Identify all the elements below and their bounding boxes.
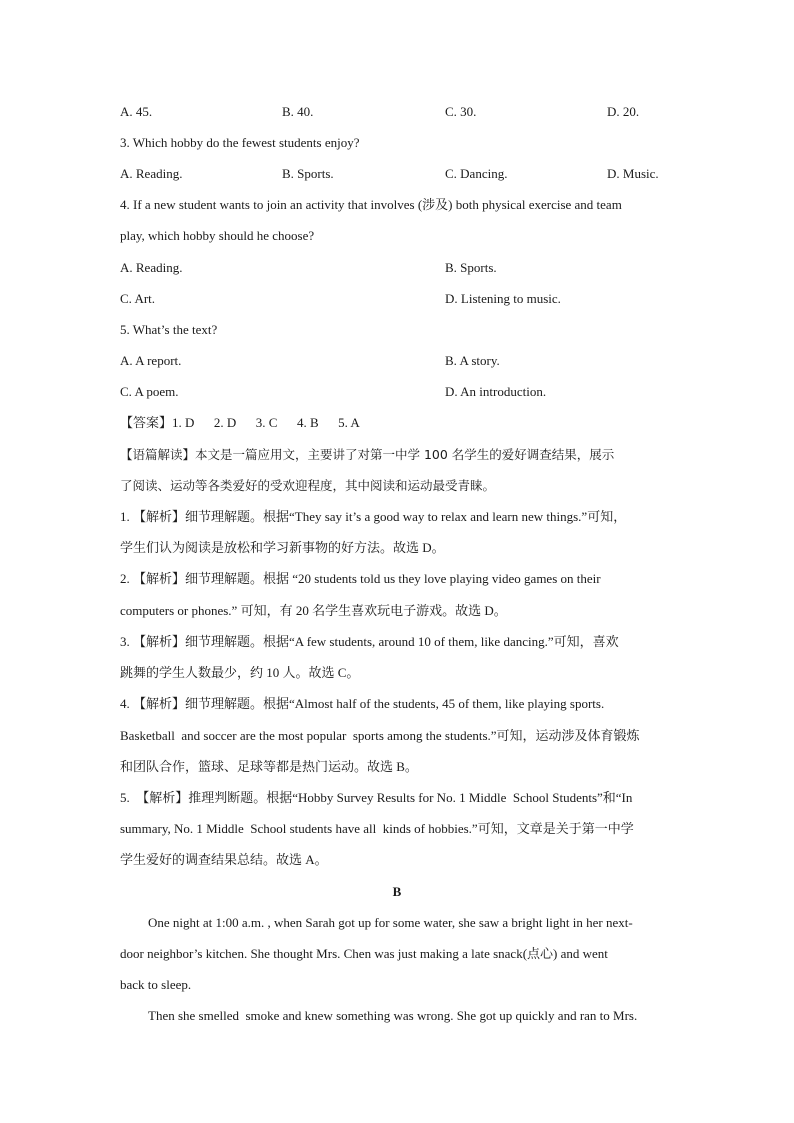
q2-option-b: B. 40.	[282, 104, 314, 119]
reading-guide-line2: 了阅读、运动等各类爱好的受欢迎程度，其中阅读和运动最受青睐。	[120, 478, 496, 493]
analysis-2-line2: computers or phones.” 可知，有 20 名学生喜欢玩电子游戏。故选 D。	[120, 603, 507, 618]
section-heading: B	[392, 884, 402, 899]
passage-b-p1-line2: door neighbor’s kitchen. She thought Mrs. Chen was just making a late snack(点心) and went	[120, 946, 608, 961]
passage-b-p1-line1: One night at 1:00 a.m. , when Sarah got up for some water, she saw a bright light in her next-	[148, 915, 633, 930]
q5-option-b: B. A story.	[445, 353, 500, 368]
analysis-3-line2: 跳舞的学生人数最少，约 10 人。故选 C。	[120, 665, 360, 680]
analysis-1-line1: 1. 【解析】细节理解题。根据“They say it’s a good way to relax and learn new things.”可知，	[120, 509, 627, 524]
analysis-2-line1: 2. 【解析】细节理解题。根据 “20 students told us they love playing video games on their	[120, 571, 601, 586]
reading-guide-line1: 【语篇解读】本文是一篇应用文，主要讲了对第一中学 100 名学生的爱好调查结果，展示	[120, 447, 615, 462]
q3-stem: 3. Which hobby do the fewest students enjoy?	[120, 135, 360, 150]
q4-stem-line1: 4. If a new student wants to join an activity that involves (涉及) both physical exercise and team	[120, 197, 622, 212]
q5-option-a: A. A report.	[120, 353, 182, 368]
q4-option-c: C. Art.	[120, 291, 156, 306]
analysis-5-line1: 5. 【解析】推理判断题。根据“Hobby Survey Results for No. 1 Middle School Students”和“In	[120, 790, 633, 805]
q2-option-a: A. 45.	[120, 104, 153, 119]
q2-option-d: D. 20.	[607, 104, 640, 119]
q4-option-b: B. Sports.	[445, 260, 497, 275]
q3-option-b: B. Sports.	[282, 166, 334, 181]
q5-option-d: D. An introduction.	[445, 384, 547, 399]
q4-option-d: D. Listening to music.	[445, 291, 561, 306]
analysis-3-line1: 3. 【解析】细节理解题。根据“A few students, around 10 of them, like dancing.”可知，喜欢	[120, 634, 619, 649]
analysis-1-line2: 学生们认为阅读是放松和学习新事物的好方法。故选 D。	[120, 540, 445, 555]
passage-b-p1-line3: back to sleep.	[120, 977, 192, 992]
passage-b-p2-line1: Then she smelled smoke and knew something was wrong. She got up quickly and ran to Mrs.	[148, 1008, 638, 1023]
analysis-5-line3: 学生爱好的调查结果总结。故选 A。	[120, 852, 328, 867]
analysis-4-line2: Basketball and soccer are the most popular sports among the students.”可知，运动涉及体育锻炼	[120, 728, 640, 743]
q3-option-d: D. Music.	[607, 166, 659, 181]
q5-stem: 5. What’s the text?	[120, 322, 218, 337]
q3-option-c: C. Dancing.	[445, 166, 508, 181]
answer-key: 【答案】1. D 2. D 3. C 4. B 5. A	[120, 415, 360, 430]
q4-stem-line2: play, which hobby should he choose?	[120, 228, 315, 243]
analysis-5-line2: summary, No. 1 Middle School students have all kinds of hobbies.”可知，文章是关于第一中学	[120, 821, 634, 836]
analysis-4-line3: 和团队合作，篮球、足球等都是热门运动。故选 B。	[120, 759, 418, 774]
q3-option-a: A. Reading.	[120, 166, 183, 181]
q4-option-a: A. Reading.	[120, 260, 183, 275]
q5-option-c: C. A poem.	[120, 384, 179, 399]
q2-option-c: C. 30.	[445, 104, 477, 119]
analysis-4-line1: 4. 【解析】细节理解题。根据“Almost half of the students, 45 of them, like playing sports.	[120, 696, 605, 711]
